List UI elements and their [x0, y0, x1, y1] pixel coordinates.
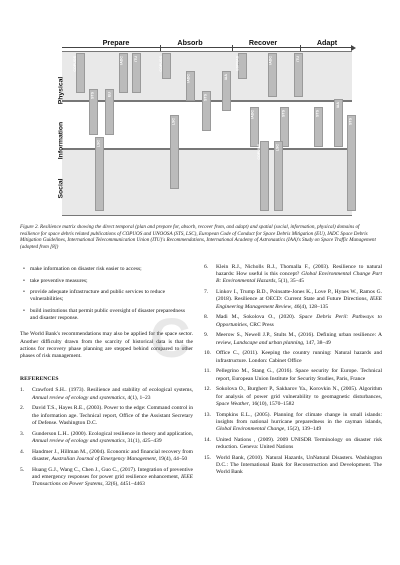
bar-social-lsc-2: LSC [170, 115, 179, 189]
body-paragraph: The World Bank's recommendations may also be applied for the space sector. Another difficulty drawn from the scarcity of historical data is that the actions for recovery phase planning are stepped behind compared to other phases of risk management. [20, 331, 193, 359]
bar-physical-iadc-3: IADC [186, 71, 195, 101]
list-item: • take preventive measures; [20, 278, 193, 285]
bar-social-copuos: COPUOS [260, 141, 269, 211]
reference-number: 11. [204, 368, 211, 375]
reference-item: 12. Sokolova O., Burgherr P., Sakharov Ya., Korovkin N., (2005). Algorithm for analysis of power grid vulnerability to geomagnetic disturbances, Space Weather, 16(10), 1570–1582 [204, 386, 382, 407]
timeline-axis [62, 47, 352, 48]
bar-info-iadc: IADC [250, 107, 259, 147]
reference-number: 5. [20, 466, 25, 473]
reference-item: 5. Huang G.J., Wang C., Chen J., Guo C., (2017). Integration of preventive and emergency responses for power grid resilience enhancement, IEEE Transactions on Power Systems, 32(6), 4451–4463 [20, 466, 193, 488]
bar-info-sts: STS [89, 89, 98, 135]
bar-physical-iadc: IADC [119, 53, 128, 93]
bar-social-lsc: LSC [95, 137, 104, 211]
reference-item: 1. Crawford S.H.. (1973). Resilience and stability of ecological systems, Annual review of ecology and systematics, 4(1), 1–23 [20, 387, 193, 401]
bar-info-sts-4: STS [314, 107, 323, 147]
reference-item: 11. Pellegrino M., Stang G., (2016). Space security for Europe. Technical report, European Union Institute for Security Studies, Paris, France [204, 368, 382, 382]
band-social [62, 149, 352, 216]
right-column [204, 264, 382, 480]
reference-item: 15. World Bank, (2010). Natural Hazards, UnNatural Disasters. Washington D.C.: The International Bank for Reconstruction and Development. The World Bank [204, 454, 382, 476]
reference-number: 3. [20, 430, 25, 437]
references-heading: REFERENCES [20, 376, 59, 383]
bar-info-sts-2: STS [202, 91, 211, 131]
bar-physical-itu-2: ITU [294, 53, 303, 97]
bar-physical-espras: ESPRAS [238, 53, 247, 79]
bar-social-sts: STS [347, 115, 356, 211]
reference-item: 13. Tompkins E.L., (2005). Planning for climate change in small islands: insights from national hurricane preparedness in the cayman islands, Global Environmental Change, 15(2), 139–149 [204, 411, 382, 433]
phase-label-absorb: Absorb [177, 38, 203, 47]
reference-item: 6. Klein R.J., Nicholls R.J., Thomalla F., (2003). Resilience to natural hazards: How useful is this concept? Global Environmental Change Part B: Environmental Hazards, 5(1), 35–45 [204, 264, 382, 285]
bar-info-iaa-2: IAA [334, 99, 343, 147]
bar-info-iaa: IAA [222, 71, 231, 111]
reference-item: 7. Linkov I., Trump B.D., Poinsatte-Jones K., Love P., Hynes W., Ramos G. (2018). Resilience at OECD: Current State and Future Directions, IEEE Engineering Management Review, 46(4), 128–135 [204, 289, 382, 310]
references-list-right [204, 264, 382, 476]
phase-label-recover: Recover [248, 38, 278, 47]
list-item: • provide adequate infrastructure and public services to reduce vulnerabilities; [20, 289, 193, 303]
bar-info-sts-3: STS [280, 107, 289, 147]
row-label-social: Social [57, 178, 65, 199]
reference-item: 10. Office C., (2011). Keeping the country running: Natural hazards and infrastructure. London: Cabinet Office [204, 350, 382, 364]
row-label-physical: Physical [57, 76, 65, 105]
list-item: • build institutions that permit public oversight of disaster preparedness and disaster response. [20, 308, 193, 322]
bar-physical-copuos: COPUOS [76, 53, 85, 93]
reference-number: 9. [204, 332, 209, 339]
reference-item: 14. United Nations , (2009). 2009 UNISDR Terminology on disaster risk reduction. Geneva: United Nations [204, 436, 382, 451]
bar-physical-iadc-2: IADC [268, 53, 277, 97]
bar-social-lsc-3: LSC [274, 141, 283, 211]
phase-label-adapt: Adapt [316, 38, 338, 47]
matrix-grid [62, 51, 352, 216]
timeline-arrowhead [351, 45, 356, 51]
reference-number: 1. [20, 387, 25, 394]
reference-number: 8. [204, 314, 209, 321]
reference-item: 4. Handmer J., Hillman M., (2004). Economic and financial recovery from disaster, Australian Journal of Emergency Management, 19(4), 44–50 [20, 448, 193, 462]
reference-number: 10. [204, 350, 211, 357]
figure-caption: Figure 2. Resilience matrix showing the direct temporal (plan and prepare for, absorb, recover from, and adapt) and spatial (social, information, physical) domains of resilience for space debris related publications of COPUOS and UNOOSA (STS, LSC), European Code of Conduct for Space Debris Mitigation (EU), IADC Space Debris Mitigation Guidelines, International Telecommunication Union (ITU)'s Recommendations, International Academy of Astronautics (IAA)'s Study on Space Traffic Management (adopted from [8]) [20, 224, 376, 251]
reference-number: 14. [204, 436, 211, 443]
reference-item: 3. Gunderson L.H.. (2000). Ecological resilience in theory and application, Annual review of ecology and systematics, 31(1), 425–439 [20, 430, 193, 444]
reference-number: 7. [204, 289, 209, 296]
reference-number: 12. [204, 386, 211, 393]
bar-info-eu: EU [105, 89, 114, 135]
left-column [20, 266, 193, 492]
reference-number: 13. [204, 411, 211, 418]
resilience-matrix-figure [54, 38, 356, 218]
reference-number: 2. [20, 405, 25, 412]
bar-physical-itu: ITU [132, 53, 141, 93]
reference-item: 8. Madi M., Sokolova O., (2020). Space Debris Peril: Pathways to Opportunities, CRC Press [204, 314, 382, 328]
watermark: C [150, 306, 193, 369]
references-list-left [20, 387, 193, 488]
row-label-information: Information [57, 121, 65, 160]
reference-number: 6. [204, 264, 209, 270]
reference-item: 9. Meerow S., Newell J.P., Stults M., (2016). Defining urban resilience: A review, Landscape and urban planning, 147, 38–49 [204, 332, 382, 346]
list-item: • make information on disaster risk easier to access; [20, 266, 193, 273]
reference-number: 4. [20, 448, 25, 455]
bar-physical-copuos-2: COPUOS [162, 53, 171, 79]
reference-item: 2. David T.S., Hayes R.E., (2003). Power to the edge: Command control in the information age. Technical report, Office of the Assistant Secretary of Defense. Washington D.C. [20, 405, 193, 426]
reference-number: 15. [204, 454, 211, 461]
phase-label-prepare: Prepare [102, 38, 130, 47]
